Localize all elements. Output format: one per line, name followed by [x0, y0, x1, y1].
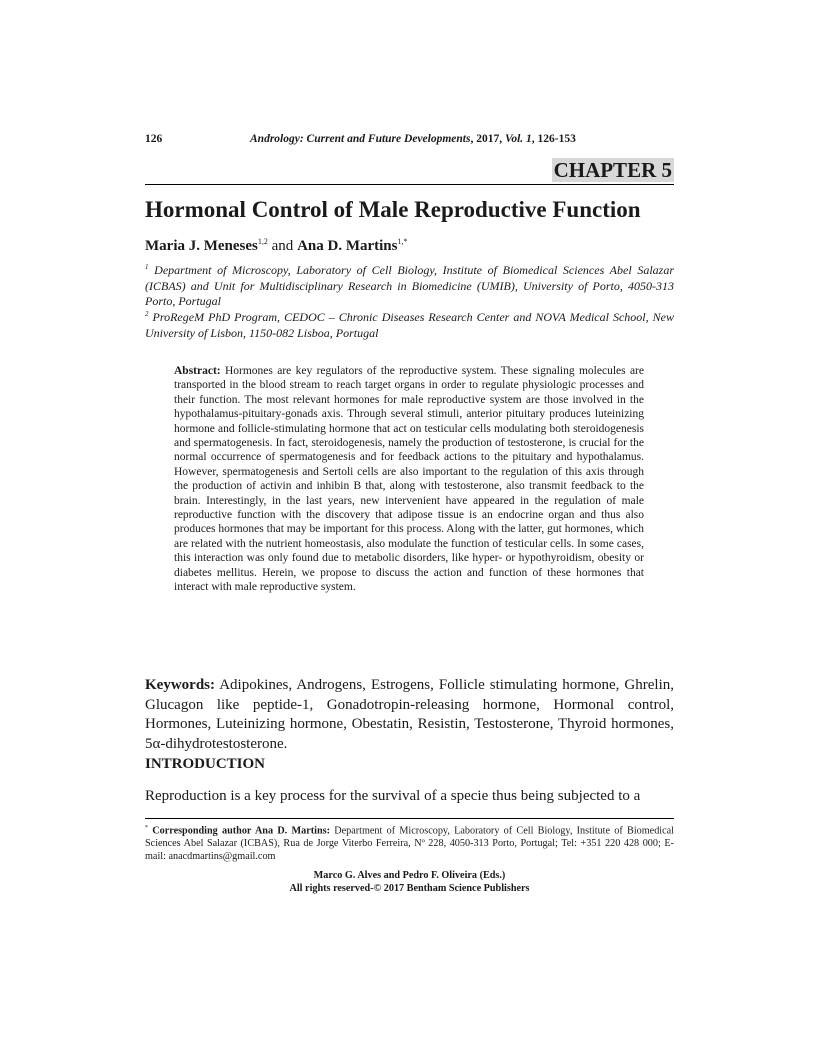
affiliation-2-text: ProRegeM PhD Program, CEDOC – Chronic Diseases Research Center and NOVA Medical School, New University of Lisbon, 1150-082 Lisboa, Portugal — [145, 310, 675, 340]
affiliation-1-mark: 1 — [145, 263, 149, 271]
keywords-text: Adipokines, Androgens, Estrogens, Follicle stimulating hormone, Ghrelin, Glucagon like peptide-1, Gonadotropin-releasing hormone, Hormonal control, Hormones, Luteinizing hormone, Obestatin, Resistin, Testosterone, Thyroid hormones, 5α-dihydrotestosterone. — [145, 677, 674, 752]
affiliation-2 — [145, 307, 674, 341]
introduction-text: Reproduction is a key process for the survival of a specie thus being subjected to a — [145, 788, 641, 804]
affiliation-1-text: Department of Microscopy, Laboratory of Cell Biology, Institute of Biomedical Sciences Abel Salazar (ICBAS) and Unit for Multidisciplinary Research in Biomedicine (UMIB), University of Porto, 4050-313 Porto, Portugal — [145, 263, 675, 308]
footnote-label: Corresponding author Ana D. Martins: — [152, 825, 330, 837]
author-line — [145, 237, 407, 255]
footnote-text: Department of Microscopy, Laboratory of Cell Biology, Institute of Biomedical Sciences Abel Salazar (ICBAS), Rua de Jorge Viterbo Ferreira, Nº 228, 4050-313 Porto, Portugal; Tel: +351 220 428 000; E-mail: anacdmartins@gmail.com — [145, 825, 674, 862]
journal-year: , 2017, — [470, 133, 505, 145]
abstract-label: Abstract: — [174, 365, 221, 377]
author-1-affiliation-mark: 1,2 — [257, 237, 268, 246]
keywords — [145, 676, 674, 754]
chapter-title: Hormonal Control of Male Reproductive Function — [145, 197, 641, 222]
introduction-heading: INTRODUCTION — [145, 756, 266, 772]
author-1-name: Maria J. Meneses — [145, 238, 258, 254]
author-2-name: Ana D. Martins — [297, 238, 398, 254]
page-number: 126 — [145, 133, 163, 145]
journal-pages: , 126-153 — [531, 133, 576, 145]
journal-citation — [250, 133, 576, 145]
abstract — [174, 364, 644, 595]
chapter-header — [145, 158, 674, 185]
journal-title: Andrology: Current and Future Developments — [250, 133, 471, 145]
publisher-block — [145, 870, 674, 895]
keywords-label: Keywords: — [145, 677, 215, 693]
journal-volume: Vol. 1 — [504, 133, 532, 145]
footnote-mark: * — [145, 825, 148, 831]
chapter-label: CHAPTER 5 — [553, 158, 672, 182]
author-conjunction: and — [267, 238, 298, 254]
affiliation-2-mark: 2 — [145, 310, 149, 318]
abstract-text: Hormones are key regulators of the reproductive system. These signaling molecules are transported in the blood stream to reach target organs in order to regulate physiologic processes and their function. The most relevant hormones for male reproductive system are those involved in the hypothalamus-pituitary-gonads axis. Through several stimuli, anterior pituitary produces luteinizing hormone and follicle-stimulating hormone that act on testicular cells modulating both steroidogenesis and spermatogenesis. In fact, steroidogenesis, namely the production of testosterone, is crucial for the normal occurrence of spermatogenesis and for feedback actions to the pituitary and hypothalamus. However, spermatogenesis and Sertoli cells are also important to the regulation of this axis through the production of activin and inhibin B that, along with testosterone, also transmit feedback to the brain. Interestingly, in the last years, new intervenient have appeared in the regulation of male reproductive function with the discovery that adipose tissue is an endocrine organ and thus also produces hormones that may be important for this process. Along with the latter, gut hormones, which are related with the nutrient homeostasis, also modulate the function of testicular cells. In some cases, this interaction was only found due to metabolic disorders, like hyper- or hypothyroidism, obesity or diabetes mellitus. Herein, we propose to discuss the action and function of these hormones that interact with male reproductive system. — [174, 365, 644, 594]
affiliation-1 — [145, 260, 674, 310]
corresponding-author-footnote — [145, 822, 674, 864]
footnote-divider — [145, 818, 674, 819]
editors-line: Marco G. Alves and Pedro F. Oliveira (Eds.) — [313, 870, 506, 881]
rights-line: All rights reserved-© 2017 Bentham Science Publishers — [289, 882, 530, 894]
author-2-affiliation-mark: 1,* — [397, 237, 408, 246]
